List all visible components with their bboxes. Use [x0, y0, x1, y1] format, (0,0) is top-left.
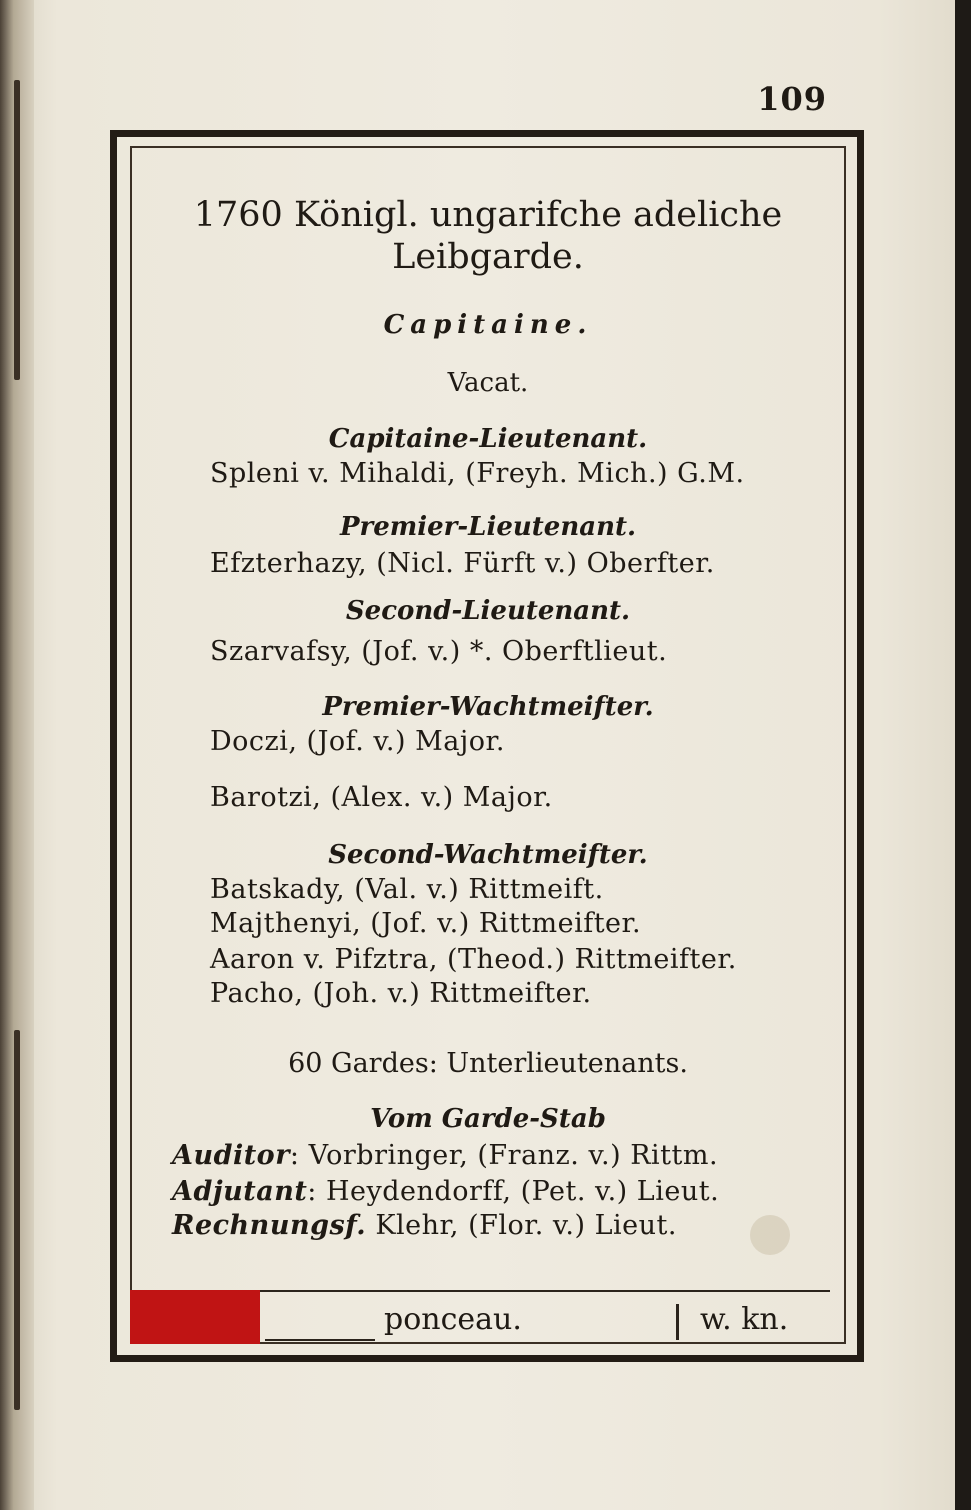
heading-second-lieutenant: Second-Lieutenant. — [345, 596, 631, 626]
entry-capitaine-lieutenant: Spleni v. Mihaldi, (Freyh. Mich.) G.M. — [210, 458, 745, 489]
founding-year: 1760 — [193, 195, 283, 235]
role-label: Rechnungsf. — [172, 1210, 367, 1241]
heading-capitaine-lieutenant: Capitaine-Lieutenant. — [328, 424, 648, 454]
entry-garde-stab-rechnungsfuehrer — [172, 1210, 677, 1241]
heading-second-wachtmeister: Second-Wachtmeifter. — [328, 840, 648, 870]
entry-second-wachtmeister: Aaron v. Pifztra, (Theod.) Rittmeifter. — [210, 944, 737, 975]
entry-capitaine: Vacat. — [447, 368, 529, 398]
title-line-1: Königl. ungarifche adeliche — [293, 195, 783, 235]
footer-separator — [676, 1304, 679, 1340]
entry-premier-wachtmeister: Doczi, (Jof. v.) Major. — [210, 726, 505, 757]
footer-line — [265, 1339, 375, 1341]
staff-member: Klehr, (Flor. v.) Lieut. — [375, 1210, 677, 1241]
entry-premier-wachtmeister: Barotzi, (Alex. v.) Major. — [210, 782, 553, 813]
heading-premier-wachtmeister: Premier-Wachtmeifter. — [322, 692, 654, 722]
uniform-color-name: ponceau. — [384, 1302, 522, 1337]
entry-garde-stab-auditor — [172, 1140, 718, 1171]
gardes-count: 60 Gardes: Unterlieutenants. — [288, 1048, 688, 1079]
heading-premier-lieutenant: Premier-Lieutenant. — [339, 512, 637, 542]
role-label: Auditor — [172, 1140, 290, 1171]
title-line-2: Leibgarde. — [392, 237, 584, 277]
gutter-mark — [14, 80, 20, 380]
entry-second-wachtmeister: Batskady, (Val. v.) Rittmeift. — [210, 874, 604, 905]
staff-member: Vorbringer, (Franz. v.) Rittm. — [308, 1140, 719, 1171]
entry-premier-lieutenant: Efzterhazy, (Nicl. Fürft v.) Oberfter. — [210, 548, 715, 579]
entry-garde-stab-adjutant — [172, 1176, 719, 1207]
role-separator: : — [289, 1140, 300, 1171]
heading-garde-stab: Vom Garde-Stab — [370, 1104, 606, 1134]
page-edge — [955, 0, 971, 1510]
entry-second-wachtmeister: Majthenyi, (Jof. v.) Rittmeifter. — [210, 908, 642, 939]
entry-second-wachtmeister: Pacho, (Joh. v.) Rittmeifter. — [210, 978, 592, 1009]
uniform-color-swatch — [130, 1290, 260, 1344]
button-type: w. kn. — [700, 1302, 789, 1337]
entry-second-lieutenant: Szarvafsy, (Jof. v.) *. Oberftlieut. — [210, 636, 668, 667]
book-gutter — [0, 0, 34, 1510]
page-title — [130, 194, 846, 278]
role-separator: : — [307, 1176, 317, 1207]
staff-member: Heydendorff, (Pet. v.) Lieut. — [326, 1176, 720, 1207]
role-label: Adjutant — [172, 1176, 308, 1207]
gutter-mark — [14, 1030, 20, 1410]
page-number: 109 — [757, 80, 827, 118]
heading-capitaine: Capitaine. — [383, 310, 593, 340]
